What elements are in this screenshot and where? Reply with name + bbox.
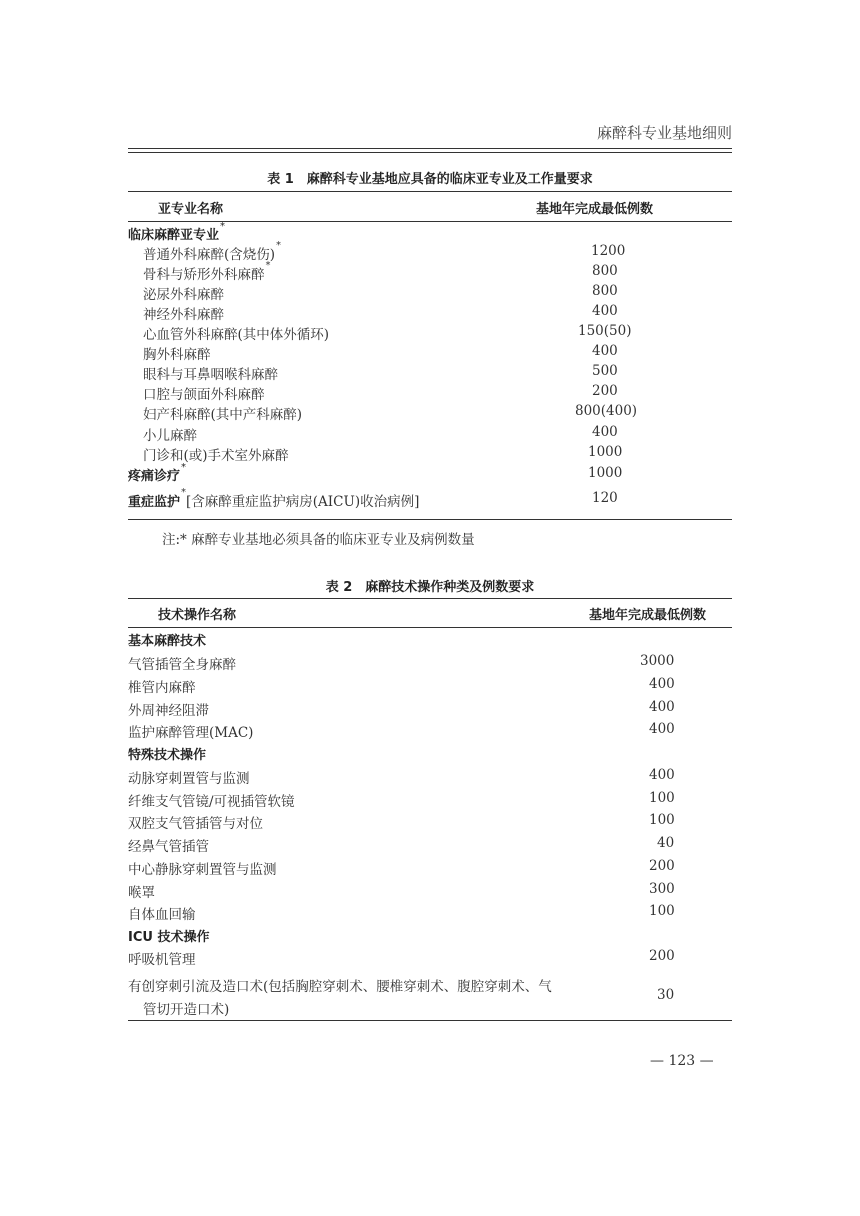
table-row bbox=[128, 653, 236, 673]
table-row bbox=[128, 676, 196, 696]
header-rule-thin bbox=[128, 152, 732, 153]
table-row bbox=[128, 812, 263, 832]
row-value: 1000 bbox=[588, 465, 623, 481]
row-sup: * bbox=[276, 240, 282, 251]
row-value: 100 bbox=[649, 790, 675, 806]
table-row bbox=[128, 767, 250, 787]
row-sup: * bbox=[265, 260, 271, 271]
row-sup: * bbox=[181, 487, 187, 498]
table-row bbox=[128, 881, 155, 901]
row-label: 双腔支气管插管与对位 bbox=[128, 816, 263, 832]
row-label: ICU 技术操作 bbox=[128, 930, 210, 945]
row-label: 骨科与矫形外科麻醉 bbox=[143, 267, 265, 283]
page-header-title: 麻醉科专业基地细则 bbox=[596, 124, 732, 142]
table-row bbox=[128, 858, 277, 878]
table-row bbox=[143, 383, 265, 403]
row-value: 200 bbox=[649, 858, 675, 874]
table-row bbox=[143, 323, 329, 343]
row-value: 400 bbox=[649, 676, 675, 692]
row-value: 500 bbox=[592, 363, 618, 379]
row-label: 管切开造口术) bbox=[143, 1002, 230, 1018]
table1-bottom-rule bbox=[128, 519, 732, 520]
row-label: 临床麻醉亚专业 bbox=[128, 228, 220, 243]
table-row bbox=[143, 363, 278, 383]
row-value: 100 bbox=[649, 903, 675, 919]
table-row bbox=[143, 424, 197, 444]
row-label: 眼科与耳鼻咽喉科麻醉 bbox=[143, 367, 278, 383]
row-value: 400 bbox=[649, 699, 675, 715]
table-row bbox=[128, 221, 226, 243]
row-label: 有创穿刺引流及造口术(包括胸腔穿刺术、腰椎穿刺术、腹腔穿刺术、气 bbox=[128, 979, 552, 995]
table-row bbox=[128, 975, 552, 995]
table-row bbox=[128, 487, 420, 510]
table-row bbox=[128, 721, 253, 741]
row-label: 气管插管全身麻醉 bbox=[128, 657, 236, 673]
row-label: 泌尿外科麻醉 bbox=[143, 287, 224, 303]
table2-col-count: 基地年完成最低例数 bbox=[589, 608, 707, 623]
table-row bbox=[143, 240, 282, 263]
row-label: 疼痛诊疗 bbox=[128, 469, 181, 484]
table-row bbox=[128, 699, 209, 719]
row-label: 监护麻醉管理(MAC) bbox=[128, 725, 254, 741]
row-label: 神经外科麻醉 bbox=[143, 307, 224, 323]
table1-head-rule bbox=[128, 221, 732, 222]
row-value: 40 bbox=[657, 835, 675, 851]
row-value: 200 bbox=[592, 383, 618, 399]
table-row bbox=[128, 948, 196, 968]
row-label: 中心静脉穿刺置管与监测 bbox=[128, 862, 277, 878]
table-row bbox=[128, 462, 187, 484]
row-label: 基本麻醉技术 bbox=[128, 634, 207, 649]
row-label: 喉罩 bbox=[128, 885, 155, 901]
row-value: 400 bbox=[592, 424, 618, 440]
row-value: 200 bbox=[649, 948, 675, 964]
row-label: 小儿麻醉 bbox=[143, 428, 197, 444]
row-value: 800 bbox=[592, 263, 618, 279]
row-label: 纤维支气管镜/可视插管软镜 bbox=[128, 794, 295, 810]
row-label: 动脉穿刺置管与监测 bbox=[128, 771, 250, 787]
row-value: 3000 bbox=[640, 653, 675, 669]
row-value: 120 bbox=[592, 490, 618, 506]
table-row bbox=[143, 403, 302, 423]
table-row-continued bbox=[143, 998, 229, 1018]
row-sup: * bbox=[220, 221, 226, 232]
row-label: 胸外科麻醉 bbox=[143, 347, 211, 363]
table2-head-rule bbox=[128, 627, 732, 628]
row-label: 呼吸机管理 bbox=[128, 952, 196, 968]
table-row bbox=[143, 444, 289, 464]
row-value: 400 bbox=[592, 303, 618, 319]
table-row bbox=[143, 260, 271, 283]
page-number: — 123 — bbox=[650, 1053, 714, 1069]
row-label-suffix: [含麻醉重症监护病房(AICU)收治病例] bbox=[186, 494, 420, 510]
row-label: 椎管内麻醉 bbox=[128, 680, 196, 696]
table-row bbox=[128, 926, 209, 945]
row-value: 300 bbox=[649, 881, 675, 897]
header-rule-thick bbox=[128, 148, 732, 149]
row-value: 400 bbox=[649, 721, 675, 737]
row-label: 普通外科麻醉(含烧伤) bbox=[143, 247, 276, 263]
table1-top-rule bbox=[128, 191, 732, 192]
row-value: 100 bbox=[649, 812, 675, 828]
row-value: 1200 bbox=[591, 243, 626, 259]
table2-top-rule bbox=[128, 598, 732, 599]
table-row bbox=[128, 790, 295, 810]
row-value: 30 bbox=[657, 987, 675, 1003]
table-row bbox=[128, 903, 196, 923]
table-row bbox=[128, 630, 206, 649]
table2-caption: 表 2 麻醉技术操作种类及例数要求 bbox=[325, 580, 535, 595]
table1-col-count: 基地年完成最低例数 bbox=[536, 202, 654, 217]
row-value: 400 bbox=[649, 767, 675, 783]
row-value: 400 bbox=[592, 343, 618, 359]
table1-caption: 表 1 麻醉科专业基地应具备的临床亚专业及工作量要求 bbox=[267, 172, 593, 187]
row-label: 经鼻气管插管 bbox=[128, 839, 209, 855]
row-label: 心血管外科麻醉(其中体外循环) bbox=[143, 327, 330, 343]
row-value: 800 bbox=[592, 283, 618, 299]
row-value: 150(50) bbox=[578, 323, 632, 339]
table-row bbox=[143, 303, 224, 323]
row-label: 门诊和(或)手术室外麻醉 bbox=[143, 448, 289, 464]
table-row bbox=[143, 283, 224, 303]
table2-col-name: 技术操作名称 bbox=[158, 608, 237, 623]
table-row bbox=[143, 343, 211, 363]
row-label: 口腔与颌面外科麻醉 bbox=[143, 387, 265, 403]
row-label: 特殊技术操作 bbox=[128, 748, 207, 763]
table2-bottom-rule bbox=[128, 1020, 732, 1021]
row-label: 重症监护 bbox=[128, 495, 181, 510]
row-sup: * bbox=[181, 462, 187, 473]
row-value: 800(400) bbox=[575, 403, 638, 419]
table-row bbox=[128, 744, 206, 763]
row-label: 外周神经阻滞 bbox=[128, 703, 209, 719]
table1-col-name: 亚专业名称 bbox=[158, 202, 224, 217]
row-label: 妇产科麻醉(其中产科麻醉) bbox=[143, 407, 303, 423]
table1-note: 注:* 麻醉专业基地必须具备的临床亚专业及病例数量 bbox=[162, 532, 475, 548]
table-row bbox=[128, 835, 209, 855]
row-value: 1000 bbox=[588, 444, 623, 460]
row-label: 自体血回输 bbox=[128, 907, 196, 923]
